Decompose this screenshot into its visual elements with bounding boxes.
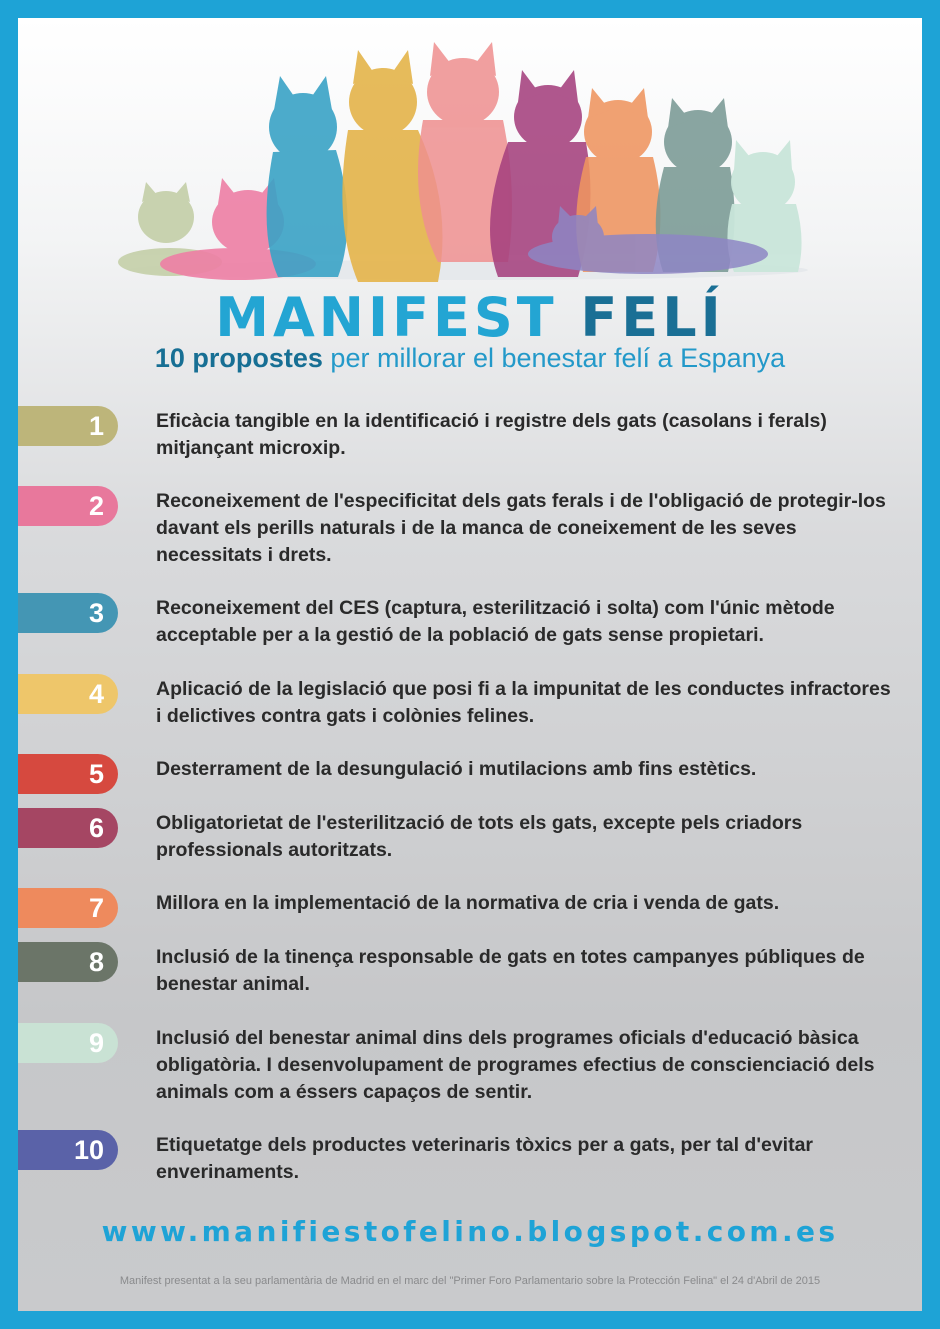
- number-tab: 2: [18, 486, 118, 526]
- number-tab: 1: [18, 406, 118, 446]
- website-link[interactable]: www.manifiestofelino.blogspot.com.es: [101, 1215, 839, 1248]
- proposals-list: [18, 18, 922, 1311]
- proposal-text: Eficàcia tangible en la identificació i registre dels gats (casolans i ferals) mitjançant microxip.: [156, 410, 827, 459]
- proposal-text: Inclusió de la tinença responsable de gats en totes campanyes públiques de benestar animal.: [156, 946, 865, 995]
- number-tab: 8: [18, 942, 118, 982]
- subtitle-rest: per millorar el benestar felí a Espanya: [330, 343, 786, 373]
- poster: [18, 18, 922, 1311]
- subtitle-bold: 10 propostes: [154, 343, 323, 373]
- proposal-text: Obligatorietat de l'esterilització de tots els gats, excepte pels criadors professionals autoritzats.: [156, 812, 803, 861]
- title-part-manifest: MANIFEST: [215, 286, 558, 349]
- number-tab: 3: [18, 593, 118, 633]
- number-tab: 6: [18, 808, 118, 848]
- proposal-text: Inclusió del benestar animal dins dels programes oficials d'educació bàsica obligatòria. I desenvolupament de programes efectius de conscienciació dels animals com a éssers capaços de sentir.: [156, 1027, 875, 1103]
- number-tab: 7: [18, 888, 118, 928]
- title-part-feli: FELÍ: [580, 286, 725, 349]
- proposal-text: Reconeixement del CES (captura, esterilització i solta) com l'únic mètode acceptable per a la gestió de la població de gats sense propietari.: [156, 597, 835, 646]
- number-tab: 5: [18, 754, 118, 794]
- number-tab: 9: [18, 1023, 118, 1063]
- proposal-text: Desterrament de la desungulació i mutilacions amb fins estètics.: [156, 758, 757, 780]
- footnote: Manifest presentat a la seu parlamentària de Madrid en el marc del "Primer Foro Parlamentario sobre la Protección Felina" el 24 d'Abril de 2015: [119, 1275, 821, 1287]
- number-tab: 4: [18, 674, 118, 714]
- proposal-text: Millora en la implementació de la normativa de cria i venda de gats.: [156, 892, 780, 914]
- number-tab: 10: [18, 1130, 118, 1170]
- proposal-text: Aplicació de la legislació que posi fi a la impunitat de les conductes infractores i delictives contra gats i colònies felines.: [156, 678, 891, 727]
- proposal-text: Reconeixement de l'especificitat dels gats ferals i de l'obligació de protegir-los davant els perills naturals i de la manca de coneixement de les seves necessitats i drets.: [156, 490, 886, 566]
- proposal-text: Etiquetatge dels productes veterinaris tòxics per a gats, per tal d'evitar enverinaments.: [156, 1134, 814, 1183]
